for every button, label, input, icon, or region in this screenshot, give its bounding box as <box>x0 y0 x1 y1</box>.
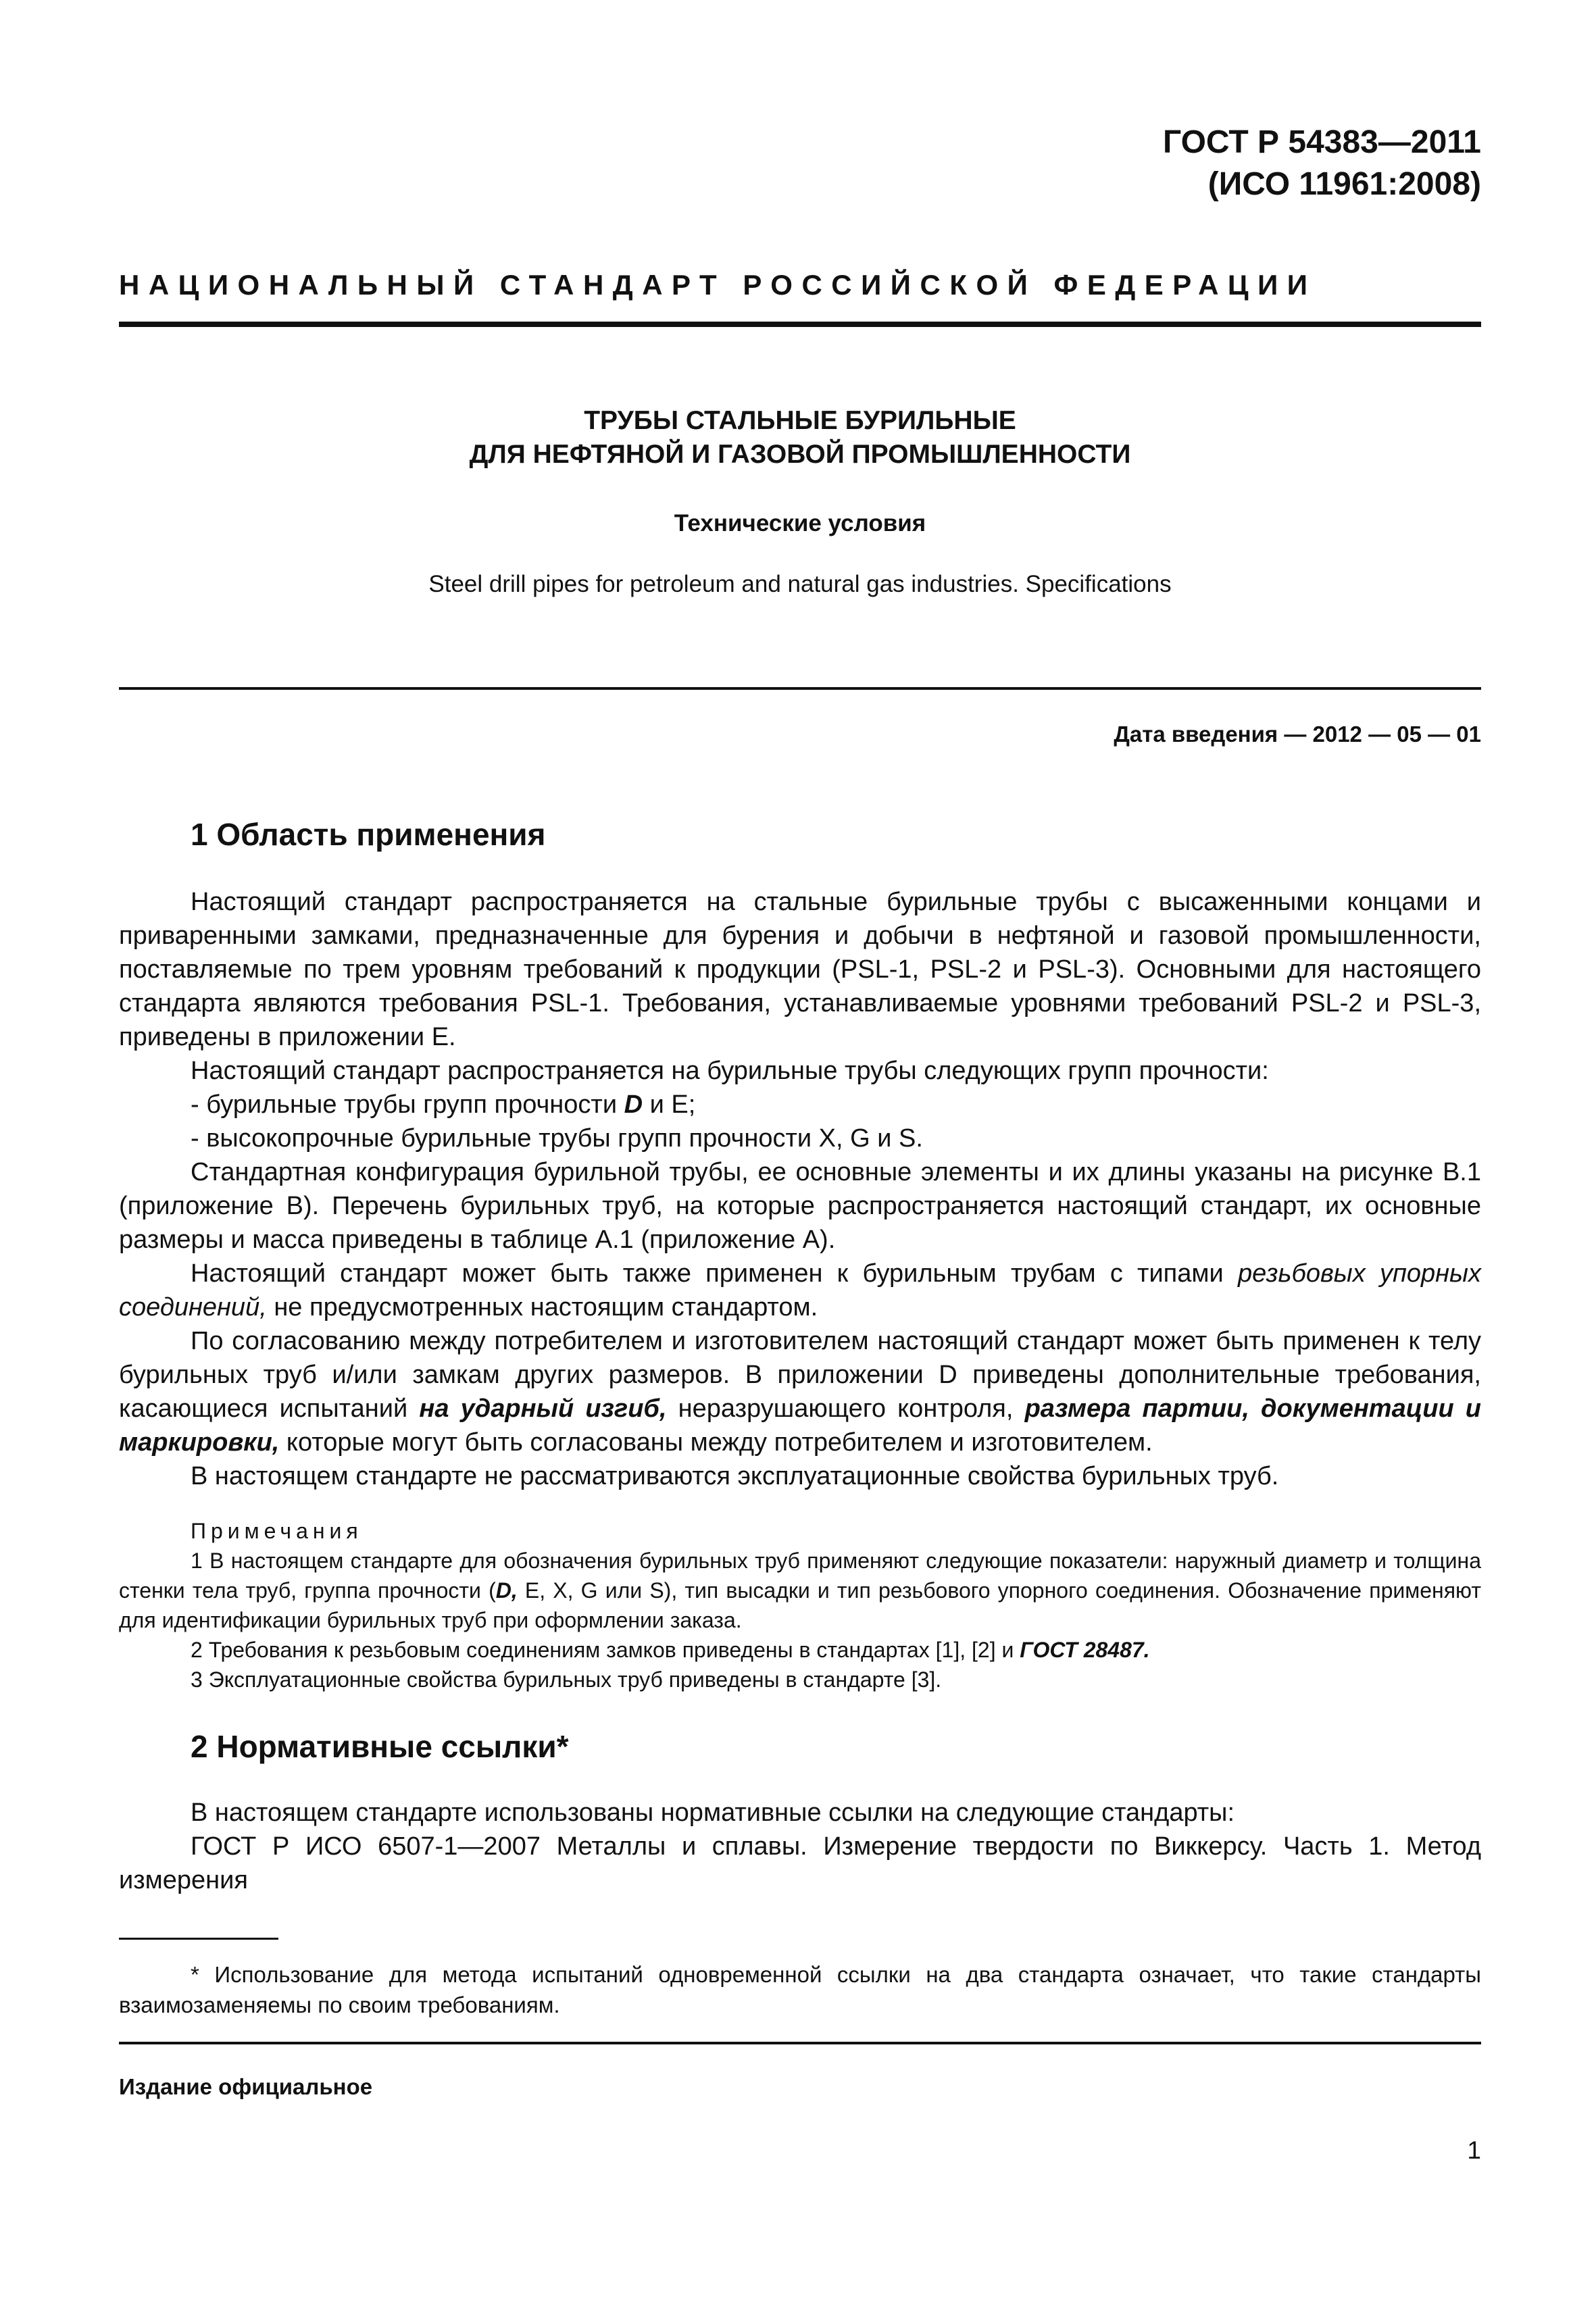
title-line-1: ТРУБЫ СТАЛЬНЫЕ БУРИЛЬНЫЕ <box>584 406 1016 435</box>
section-2-body <box>119 1796 1481 1897</box>
national-standard-banner: НАЦИОНАЛЬНЫЙ СТАНДАРТ РОССИЙСКОЙ ФЕДЕРАЦИИ <box>119 269 1317 301</box>
note-item: 2 Требования к резьбовым соединениям замков приведены в стандартах [1], [2] и ГОСТ 28487. <box>191 1638 1150 1662</box>
document-title <box>119 404 1481 472</box>
paragraph: По согласованию между потребителем и изготовителем настоящий стандарт может быть применен к телу бурильных труб и/или замкам других размеров. В приложении D приведены дополнительные требования, касающиеся испытаний на ударный изгиб, неразрушающего контроля, размера партии, документации и маркировки, которые могут быть согласованы между потребителем и изготовителем. <box>119 1327 1482 1457</box>
reference-item: ГОСТ Р ИСО 6507-1—2007 Металлы и сплавы. Измерение твердости по Виккерсу. Часть 1. Метод измерения <box>119 1832 1481 1894</box>
paragraph: Настоящий стандарт распространяется на бурильные трубы следующих групп прочности: <box>191 1057 1269 1085</box>
list-item: - высокопрочные бурильные трубы групп прочности X, G и S. <box>191 1124 923 1153</box>
note-item: 1 В настоящем стандарте для обозначения бурильных труб применяют следующие показатели: наружный диаметр и толщина стенки тела труб, группа прочности (D, E, X, G или S), тип высадки и тип резьбового упорного соединения. Обозначение применяют для идентификации бурильных труб при оформлении заказа. <box>119 1549 1482 1632</box>
english-title: Steel drill pipes for petroleum and natural gas industries. Specifications <box>428 571 1172 597</box>
title-line-2: ДЛЯ НЕФТЯНОЙ И ГАЗОВОЙ ПРОМЫШЛЕННОСТИ <box>469 440 1131 469</box>
list-item: - бурильные трубы групп прочности D и E; <box>191 1090 696 1119</box>
note-item: 3 Эксплуатационные свойства бурильных труб приведены в стандарте [3]. <box>191 1667 942 1692</box>
section-1-body <box>119 885 1481 1493</box>
notes-title: Примечания <box>191 1519 363 1543</box>
paragraph: В настоящем стандарте использованы нормативные ссылки на следующие стандарты: <box>191 1799 1235 1827</box>
title-divider <box>119 687 1481 690</box>
footer-divider <box>119 2042 1481 2044</box>
paragraph: Настоящий стандарт распространяется на стальные бурильные трубы с высаженными концами и приваренными замками, предназначенные для бурения и добычи в нефтяной и газовой промышленности, поставляемые по трем уровням требований к продукции (PSL-1, PSL-2 и PSL-3). Основными для настоящего стандарта являются требования PSL-1. Требования, устанавливаемые уровнями требований PSL-2 и PSL-3, приведены в приложении E. <box>119 888 1481 1051</box>
paragraph: Настоящий стандарт может быть также применен к бурильным трубам с типами резьбовых упорных соединений, не предусмотренных настоящим стандартом. <box>119 1259 1481 1322</box>
header-divider <box>119 322 1481 327</box>
paragraph: В настоящем стандарте не рассматриваются эксплуатационные свойства бурильных труб. <box>191 1462 1279 1490</box>
page-number: 1 <box>1467 2136 1481 2164</box>
footnote: * Использование для метода испытаний одновременной ссылки на два стандарта означает, что такие стандарты взаимозаменяемы по своим требованиям. <box>119 1962 1481 2017</box>
section-2-heading: 2 Нормативные ссылки* <box>191 1729 569 1764</box>
section-1-heading: 1 Область применения <box>191 817 546 852</box>
document-code <box>1014 122 1481 205</box>
introduction-date: Дата введения — 2012 — 05 — 01 <box>1114 722 1481 747</box>
document-subtitle: Технические условия <box>674 510 926 536</box>
notes-block <box>119 1516 1481 1694</box>
footnote-divider <box>119 1938 278 1940</box>
paragraph: Стандартная конфигурация бурильной трубы, ее основные элементы и их длины указаны на рисунке B.1 (приложение В). Перечень бурильных труб, на которые распространяется настоящий стандарт, их основные размеры и масса приведены в таблице А.1 (приложение А). <box>119 1158 1481 1254</box>
iso-reference: (ИСО 11961:2008) <box>1207 166 1481 202</box>
official-edition-label: Издание официальное <box>119 2074 373 2099</box>
gost-number: ГОСТ Р 54383—2011 <box>1163 124 1481 160</box>
